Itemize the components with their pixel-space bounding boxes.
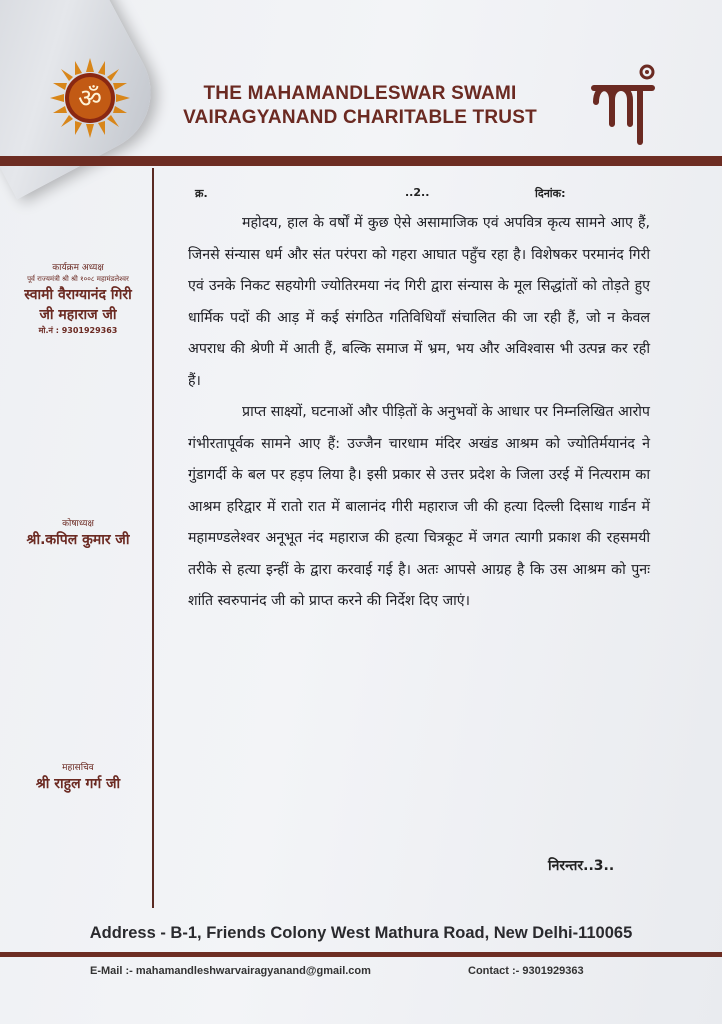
treasurer-role: कोषाध्यक्ष — [62, 519, 94, 529]
footer-contact-row — [0, 965, 722, 983]
svg-text:ॐ: ॐ — [78, 84, 102, 114]
paragraph-2: प्राप्त साक्ष्यों, घटनाओं और पीड़ितों के अनुभवों के आधार पर निम्नलिखित आरोप गंभीरतापूर्वक सामने आए हैं: उज्जैन चारधाम मंदिर अखंड आश्रम को ज्योतिर्मयानंद ने गुंडागर्दी के बल पर हड़प लिया है। इसी प्रकार से उत्तर प्रदेश के जिला उरई में नित्यराम का आश्रम हरिद्वार में रातो रात में बालानंद गीरी महाराज जी की हत्या दिल्ली दिसाथ गार्डन में महामण्डलेश्वर अनूभूत नंद महाराज की हत्या चित्रकूट में जगत त्यागी प्रकाश की रहसमयी तरीके से हत्या इन्हीं के द्वारा करवाई गई है। अतः आपसे आग्रह है कि उस आश्रम को पुनः शांति स्वरुपानंद जी को प्राप्त करने की निर्देश दिए जाएं। — [188, 404, 650, 609]
header-rule — [0, 156, 722, 166]
trust-title-line1: THE MAHAMANDLESWAR SWAMI — [203, 83, 517, 104]
continued-marker: निरन्तर..3.. — [548, 858, 615, 874]
president-role: कार्यक्रम अध्यक्ष — [52, 263, 104, 273]
footer-address: Address - B-1, Friends Colony West Mathura Road, New Delhi-110065 — [89, 924, 633, 942]
president-phone: मो.नं : 9301929363 — [38, 326, 118, 335]
date-label: दिनांक: — [535, 187, 566, 200]
secretary-name: श्री राहुल गर्ग जी — [35, 776, 121, 792]
trust-title — [160, 82, 560, 130]
secretary-role: महासचिव — [62, 763, 94, 773]
letter-body — [188, 208, 650, 618]
paragraph-1: महोदय, हाल के वर्षों में कुछ ऐसे असामाजिक एवं अपवित्र कृत्य सामने आए हैं, जिनसे संन्यास धर्म और संत परंपरा को गहरा आघात पहुँच रहा है। विशेषकर परमानंद गिरी एवं उनके निकट सहयोगी ज्योतिरमया नंद गिरी द्वारा संन्यास के मूल सिद्धांतों को तोड़ते हुए धार्मिक पदों की आड़ में कई संगठित गतिविधियाँ संचालित की जा रही हैं, जो न केवल अपराध की श्रेणी में आती हैं, बल्कि समाज में भ्रम, भय और अविश्वास भी उत्पन्न कर रही हैं। — [188, 215, 650, 389]
sidebar-treasurer — [8, 518, 148, 550]
footer-contact: Contact :- 9301929363 — [468, 965, 584, 977]
treasurer-name: श्री.कपिल कुमार जी — [26, 532, 130, 548]
president-name-line2: जी महाराज जी — [39, 307, 117, 323]
president-name-line1: स्वामी वैराग्यानंद गिरी — [24, 287, 132, 303]
sidebar-president — [8, 262, 148, 337]
page-marker: ..2.. — [405, 186, 430, 199]
footer-rule — [0, 952, 722, 957]
maa-calligraphy-icon — [590, 62, 660, 147]
trust-title-line2: VAIRAGYANAND CHARITABLE TRUST — [183, 107, 537, 128]
sidebar-divider — [152, 168, 154, 908]
sidebar-secretary — [8, 762, 148, 794]
om-sun-icon — [50, 58, 130, 138]
footer-email: E-Mail :- mahamandleshwarvairagyanand@gmail.com — [90, 965, 371, 977]
president-subtitle: पूर्व राज्यमंत्री श्री श्री १००८ महामंडलेश्वर — [27, 275, 129, 283]
reference-line — [195, 186, 595, 206]
ref-label: क्र. — [195, 187, 208, 200]
